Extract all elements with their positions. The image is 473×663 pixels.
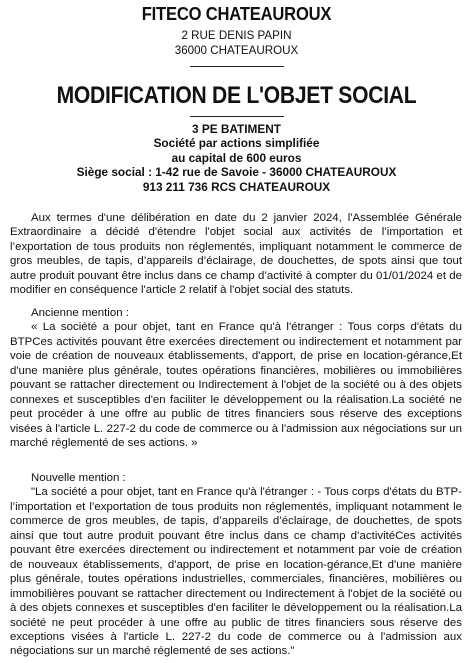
- company-registration: 913 211 736 RCS CHATEAUROUX: [142, 179, 331, 194]
- firm-address-city: 36000 CHATEAUROUX: [174, 43, 299, 57]
- old-mention-section: [10, 306, 462, 451]
- new-mention-heading: Nouvelle mention :: [31, 472, 126, 484]
- company-capital: au capital de 600 euros: [171, 150, 302, 165]
- firm-name: FITECO CHATEAUROUX: [141, 4, 332, 24]
- company-details: [0, 122, 473, 194]
- notice-title: MODIFICATION DE L'OBJET SOCIAL: [56, 82, 417, 109]
- old-mention-text: « La société a pour objet, tant en France qu'à l'étranger : Tous corps d'états du BTPCes activités pouvant être exercées directement ou indirectement et notamment par voie de création de nouveaux établissements, d'apport, de prise en location-gérance,Et d'une manière plus générale, toutes opérations financières, mobilières ou immobilières pouvant se rattacher directement ou Indirectement à l'objet de la société ou à des objets connexes et susceptibles d'en faciliter le développement ou la réalisation.La société ne peut procéder à une offre au public de titres financiers sous réserve des exceptions visées à l'article L. 227-2 du code de commerce ou à l'admission aux négociations sur un marché réglementé de ses actions. »: [10, 321, 462, 450]
- company-name: 3 PE BATIMENT: [192, 122, 281, 136]
- firm-address-street: 2 RUE DENIS PAPIN: [181, 29, 292, 42]
- old-mention-heading: Ancienne mention :: [31, 307, 129, 319]
- divider-title: [190, 116, 284, 117]
- company-legal-form: Société par actions simplifiée: [153, 136, 320, 151]
- new-mention-section: [10, 471, 462, 659]
- divider-top: [190, 66, 284, 67]
- company-seat: Siège social : 1-42 rue de Savoie - 36000 CHATEAUROUX: [76, 165, 397, 180]
- intro-paragraph: Aux termes d'une délibération en date du 2 janvier 2024, l'Assemblée Générale Extraordinaire a décidé d'étendre l'objet social aux activités de l’importation et l’exportation de tous produits non réglementés, impliquant notamment le commerce de gros meubles, de tapis, d’appareils d’éclairage, de douchettes, de spots ainsi que tout autre produit pouvant être inclus dans ce champ d’activité à compter du 01/01/2024 et de modifier en conséquence l'article 2 relatif à l'objet social des statuts.: [10, 212, 462, 297]
- firm-address: [0, 29, 473, 58]
- new-mention-text: "La société a pour objet, tant en France qu'à l'étranger : - Tous corps d'états du BTP- l’importation et l’exportation de tous produits non réglementés, impliquant notamment le commerce de gros meubles, de tapis, d’appareils d’éclairage, de douchettes, de spots ainsi que tout autre produit pouvant être inclus dans ce champ d’activitéCes activités pouvant être exercées directement ou indirectement et notamment par voie de création de nouveaux établissements, d'apport, de prise en location-gérance,Et d'une manière plus générale, toutes opérations industrielles, commerciales, financières, mobilières ou immobilières pouvant se rattacher directement ou Indirectement à l'objet de la société ou à des objets connexes et susceptibles d'en faciliter le développement ou la réalisation.La société ne peut procéder à une offre au public de titres financiers sous réserve des exceptions visées à l'article L. 227-2 du code de commerce ou à l'admission aux négociations sur un marché réglementé de ses actions.": [10, 486, 462, 658]
